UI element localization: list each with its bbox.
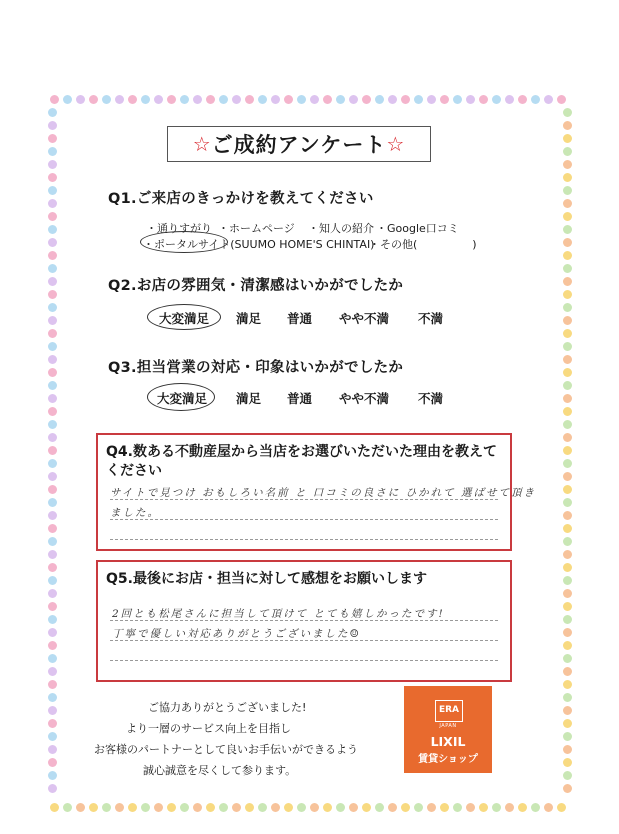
border-dot bbox=[531, 95, 540, 104]
border-dot bbox=[180, 803, 189, 812]
footer-line-3: お客様のパートナーとして良いお手伝いができるよう bbox=[94, 743, 358, 756]
border-dot bbox=[563, 641, 572, 650]
border-dot bbox=[297, 95, 306, 104]
border-dot bbox=[453, 95, 462, 104]
border-dot bbox=[89, 95, 98, 104]
border-dot bbox=[154, 95, 163, 104]
border-dot bbox=[232, 803, 241, 812]
border-dot bbox=[310, 803, 319, 812]
border-dot bbox=[563, 537, 572, 546]
border-dot bbox=[563, 628, 572, 637]
q1-question: Q1.ご来店のきっかけを教えてください bbox=[108, 191, 374, 207]
border-dot bbox=[48, 290, 57, 299]
border-dot bbox=[48, 446, 57, 455]
border-dot bbox=[48, 719, 57, 728]
border-dot bbox=[48, 394, 57, 403]
border-dot bbox=[128, 803, 137, 812]
border-dot bbox=[89, 803, 98, 812]
border-dot bbox=[563, 277, 572, 286]
border-dot bbox=[563, 472, 572, 481]
q1-option-passing[interactable]: ・通りすがり bbox=[146, 222, 212, 235]
border-dot bbox=[48, 472, 57, 481]
border-dot bbox=[206, 803, 215, 812]
border-dot bbox=[401, 803, 410, 812]
border-dot bbox=[48, 147, 57, 156]
border-dot bbox=[563, 160, 572, 169]
border-dot bbox=[518, 95, 527, 104]
border-dot bbox=[563, 212, 572, 221]
border-dot bbox=[48, 316, 57, 325]
q4-question-line1: Q4.数ある不動産屋から当店をお選びいただいた理由を教えて bbox=[106, 444, 497, 460]
border-dot bbox=[557, 95, 566, 104]
border-dot bbox=[563, 173, 572, 182]
border-dot bbox=[115, 803, 124, 812]
border-dot bbox=[427, 803, 436, 812]
border-dot bbox=[48, 758, 57, 767]
border-dot bbox=[323, 95, 332, 104]
star-icon: ☆ bbox=[192, 132, 212, 156]
border-dot bbox=[401, 95, 410, 104]
border-dot bbox=[193, 803, 202, 812]
border-dot bbox=[141, 95, 150, 104]
border-dot bbox=[563, 407, 572, 416]
border-dot bbox=[310, 95, 319, 104]
border-dot bbox=[193, 95, 202, 104]
border-dot bbox=[48, 537, 57, 546]
border-dot bbox=[48, 355, 57, 364]
border-dot bbox=[48, 173, 57, 182]
border-dot bbox=[50, 95, 59, 104]
border-dot bbox=[563, 186, 572, 195]
border-dot bbox=[102, 95, 111, 104]
q2-rating-dissatisfied[interactable]: やや不満 bbox=[339, 311, 390, 326]
border-dot bbox=[531, 803, 540, 812]
border-dot bbox=[563, 446, 572, 455]
border-dot bbox=[48, 628, 57, 637]
border-dot bbox=[48, 329, 57, 338]
border-dot bbox=[323, 803, 332, 812]
border-dot bbox=[48, 784, 57, 793]
border-dot bbox=[563, 511, 572, 520]
border-dot bbox=[563, 524, 572, 533]
border-dot bbox=[563, 459, 572, 468]
border-dot bbox=[362, 95, 371, 104]
border-dot bbox=[48, 264, 57, 273]
q4-answer-text-1[interactable]: サイトで見つけ おもしろい名前 と 口コミの良さに ひかれて 選ばせて頂き bbox=[110, 487, 536, 499]
border-dot bbox=[48, 160, 57, 169]
border-dot bbox=[115, 95, 124, 104]
border-dot bbox=[48, 771, 57, 780]
border-dot bbox=[48, 433, 57, 442]
border-dot bbox=[48, 108, 57, 117]
border-dot bbox=[563, 290, 572, 299]
border-dot bbox=[245, 95, 254, 104]
border-dot bbox=[48, 277, 57, 286]
border-dot bbox=[505, 95, 514, 104]
border-dot bbox=[48, 485, 57, 494]
q3-rating-satisfied[interactable]: 満足 bbox=[236, 391, 262, 406]
border-dot bbox=[563, 602, 572, 611]
border-dot bbox=[219, 95, 228, 104]
q5-answer-line bbox=[110, 660, 498, 661]
q4-answer-line bbox=[110, 519, 498, 520]
q4-answer-text-2[interactable]: ました。 bbox=[110, 507, 160, 519]
border-dot bbox=[48, 212, 57, 221]
border-dot bbox=[563, 108, 572, 117]
border-dot bbox=[48, 186, 57, 195]
border-dot bbox=[563, 771, 572, 780]
border-dot bbox=[563, 589, 572, 598]
border-dot bbox=[479, 95, 488, 104]
border-dot bbox=[258, 95, 267, 104]
q1-option-referral[interactable]: ・知人の紹介 bbox=[308, 222, 374, 235]
q5-answer-text-2[interactable]: 丁寧で優しい対応ありがとうございました☺ bbox=[112, 628, 361, 640]
border-dot bbox=[271, 95, 280, 104]
border-dot bbox=[48, 303, 57, 312]
border-dot bbox=[48, 225, 57, 234]
border-dot bbox=[271, 803, 280, 812]
q2-rating-very-satisfied[interactable]: 大変満足 bbox=[159, 311, 210, 326]
q4-answer-line bbox=[110, 539, 498, 540]
border-dot bbox=[48, 121, 57, 130]
border-dot bbox=[563, 615, 572, 624]
border-dot bbox=[48, 602, 57, 611]
border-dot bbox=[48, 381, 57, 390]
border-dot bbox=[427, 95, 436, 104]
border-dot bbox=[414, 803, 423, 812]
border-dot bbox=[492, 95, 501, 104]
border-dot bbox=[362, 803, 371, 812]
border-dot bbox=[48, 576, 57, 585]
border-dot bbox=[563, 485, 572, 494]
border-dot bbox=[563, 368, 572, 377]
border-dot bbox=[48, 745, 57, 754]
border-dot bbox=[48, 251, 57, 260]
q2-rating-average[interactable]: 普通 bbox=[287, 311, 313, 326]
border-dot bbox=[48, 511, 57, 520]
border-dot bbox=[563, 329, 572, 338]
border-dot bbox=[245, 803, 254, 812]
border-dot bbox=[349, 95, 358, 104]
q1-option-google[interactable]: ・Google口コミ bbox=[376, 222, 459, 235]
border-dot bbox=[76, 95, 85, 104]
border-dot bbox=[563, 238, 572, 247]
q3-question: Q3.担当営業の対応・印象はいかがでしたか bbox=[108, 360, 404, 376]
border-dot bbox=[563, 199, 572, 208]
title-text: ご成約アンケート bbox=[211, 133, 387, 157]
border-dot bbox=[563, 680, 572, 689]
border-dot bbox=[63, 95, 72, 104]
border-dot bbox=[154, 803, 163, 812]
border-dot bbox=[48, 524, 57, 533]
border-dot bbox=[48, 407, 57, 416]
q5-question: Q5.最後にお店・担当に対して感想をお願いします bbox=[106, 571, 427, 587]
border-dot bbox=[544, 803, 553, 812]
q2-rating-satisfied[interactable]: 満足 bbox=[236, 311, 262, 326]
border-dot bbox=[563, 498, 572, 507]
border-dot bbox=[48, 706, 57, 715]
logo-japan: JAPAN bbox=[439, 723, 457, 729]
border-dot bbox=[544, 95, 553, 104]
q2-selection-circle bbox=[147, 304, 221, 330]
border-dot bbox=[563, 550, 572, 559]
border-dot bbox=[48, 459, 57, 468]
border-dot bbox=[563, 732, 572, 741]
border-dot bbox=[232, 95, 241, 104]
border-dot bbox=[141, 803, 150, 812]
border-dot bbox=[48, 732, 57, 741]
q3-selection-circle bbox=[147, 383, 215, 411]
border-dot bbox=[563, 381, 572, 390]
q2-question: Q2.お店の雰囲気・清潔感はいかがでしたか bbox=[108, 278, 404, 294]
border-dot bbox=[563, 667, 572, 676]
q3-rating-average[interactable]: 普通 bbox=[287, 391, 313, 406]
border-dot bbox=[563, 719, 572, 728]
border-dot bbox=[258, 803, 267, 812]
border-dot bbox=[440, 803, 449, 812]
border-dot bbox=[414, 95, 423, 104]
border-dot bbox=[167, 803, 176, 812]
survey-title bbox=[167, 126, 431, 162]
border-dot bbox=[505, 803, 514, 812]
q2-rating-very-dissatisfied[interactable]: 不満 bbox=[418, 311, 444, 326]
border-dot bbox=[180, 95, 189, 104]
border-dot bbox=[563, 758, 572, 767]
q1-selection-circle bbox=[140, 231, 228, 253]
border-dot bbox=[563, 420, 572, 429]
border-dot bbox=[563, 433, 572, 442]
border-dot bbox=[48, 498, 57, 507]
q5-answer-text-1[interactable]: 2回とも松尾さんに担当して頂けて とても嬉しかったです! bbox=[112, 608, 445, 620]
border-dot bbox=[63, 803, 72, 812]
border-dot bbox=[563, 355, 572, 364]
border-dot bbox=[206, 95, 215, 104]
border-dot bbox=[48, 550, 57, 559]
border-dot bbox=[48, 420, 57, 429]
border-dot bbox=[563, 121, 572, 130]
border-dot bbox=[563, 394, 572, 403]
border-dot bbox=[492, 803, 501, 812]
border-dot bbox=[48, 563, 57, 572]
q5-box bbox=[96, 560, 512, 682]
border-dot bbox=[466, 95, 475, 104]
border-dot bbox=[48, 680, 57, 689]
border-dot bbox=[518, 803, 527, 812]
border-dot bbox=[563, 134, 572, 143]
q3-rating-very-satisfied[interactable]: 大変満足 bbox=[157, 391, 208, 406]
border-dot bbox=[48, 667, 57, 676]
border-dot bbox=[563, 784, 572, 793]
border-dot bbox=[375, 95, 384, 104]
border-dot bbox=[479, 803, 488, 812]
border-dot bbox=[388, 95, 397, 104]
border-dot bbox=[336, 803, 345, 812]
star-icon: ☆ bbox=[386, 132, 406, 156]
footer-line-1: ご協力ありがとうございました! bbox=[148, 701, 307, 714]
border-dot bbox=[440, 95, 449, 104]
border-dot bbox=[563, 342, 572, 351]
border-dot bbox=[297, 803, 306, 812]
border-dot bbox=[557, 803, 566, 812]
border-dot bbox=[48, 615, 57, 624]
border-dot bbox=[563, 264, 572, 273]
border-dot bbox=[563, 745, 572, 754]
border-dot bbox=[453, 803, 462, 812]
border-dot bbox=[128, 95, 137, 104]
border-dot bbox=[48, 641, 57, 650]
border-dot bbox=[50, 803, 59, 812]
border-dot bbox=[563, 303, 572, 312]
border-dot bbox=[48, 238, 57, 247]
border-dot bbox=[563, 251, 572, 260]
border-dot bbox=[48, 368, 57, 377]
border-dot bbox=[388, 803, 397, 812]
border-dot bbox=[48, 134, 57, 143]
border-dot bbox=[167, 95, 176, 104]
logo-shop: 賃貸ショップ bbox=[418, 754, 478, 765]
q4-box bbox=[96, 433, 536, 551]
q1-option-other[interactable]: ・その他( ) bbox=[369, 238, 477, 251]
border-dot bbox=[284, 95, 293, 104]
era-logo-icon: ERA bbox=[435, 700, 463, 722]
border-dot bbox=[563, 225, 572, 234]
q3-rating-dissatisfied[interactable]: やや不満 bbox=[339, 391, 390, 406]
border-dot bbox=[563, 316, 572, 325]
footer-line-4: 誠心誠意を尽くして参ります。 bbox=[143, 764, 297, 777]
q4-question-line2: ください bbox=[106, 462, 162, 479]
q1-option-portal[interactable]: ・ポータルサイト(SUUMO HOME'S CHINTAI) bbox=[143, 238, 375, 251]
border-dot bbox=[466, 803, 475, 812]
lixil-logo bbox=[404, 686, 492, 773]
border-dot bbox=[349, 803, 358, 812]
border-dot bbox=[48, 693, 57, 702]
border-dot bbox=[48, 589, 57, 598]
logo-brand: LIXIL bbox=[430, 734, 466, 749]
border-dot bbox=[219, 803, 228, 812]
q3-rating-very-dissatisfied[interactable]: 不満 bbox=[418, 391, 444, 406]
border-dot bbox=[102, 803, 111, 812]
border-dot bbox=[375, 803, 384, 812]
footer-line-2: より一層のサービス向上を目指し bbox=[126, 722, 291, 735]
border-dot bbox=[48, 342, 57, 351]
border-dot bbox=[563, 654, 572, 663]
border-dot bbox=[563, 706, 572, 715]
border-dot bbox=[48, 199, 57, 208]
border-dot bbox=[563, 563, 572, 572]
border-dot bbox=[48, 654, 57, 663]
border-dot bbox=[284, 803, 293, 812]
border-dot bbox=[76, 803, 85, 812]
border-dot bbox=[563, 693, 572, 702]
border-dot bbox=[336, 95, 345, 104]
q1-option-homepage[interactable]: ・ホームページ bbox=[218, 222, 295, 235]
border-dot bbox=[563, 147, 572, 156]
border-dot bbox=[563, 576, 572, 585]
